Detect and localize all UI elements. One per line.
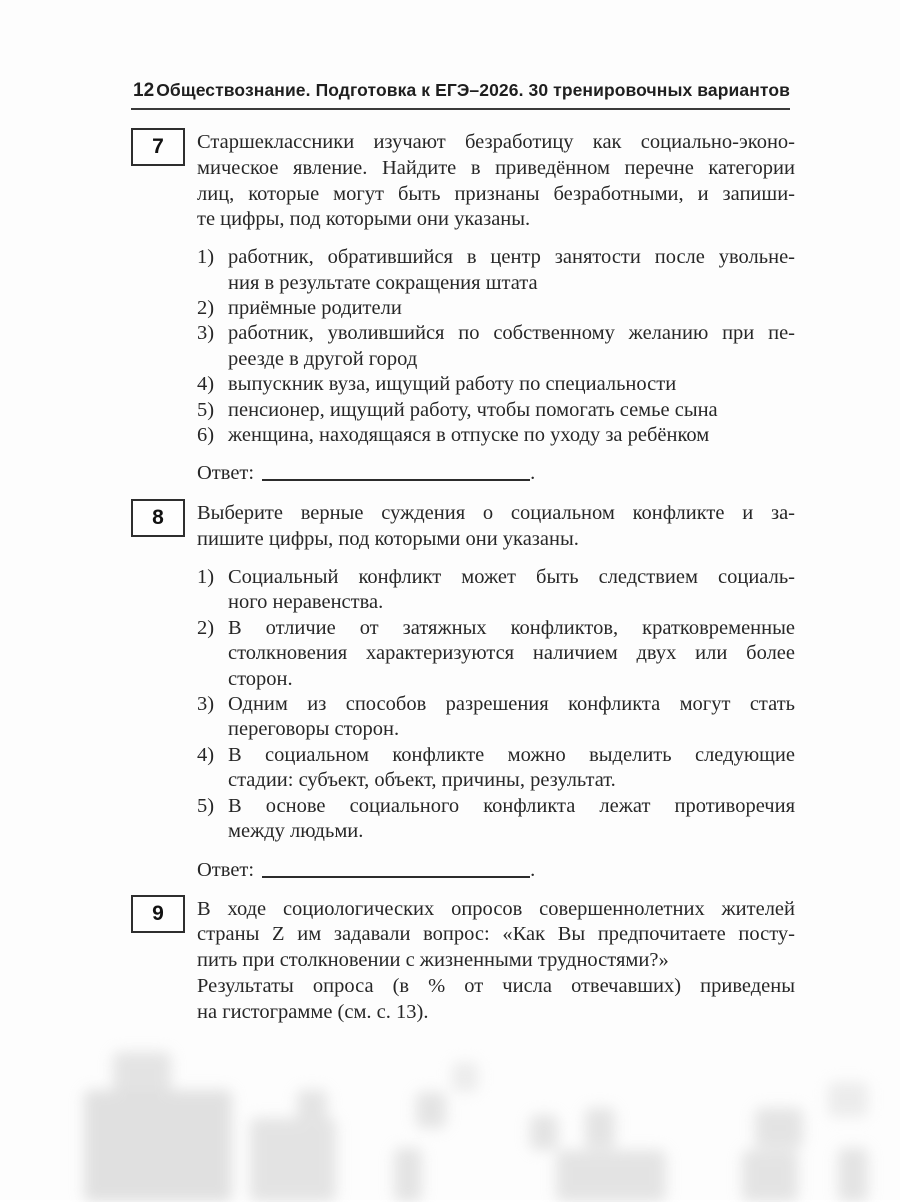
list-item — [197, 423, 795, 448]
text-line: В ходе социологических опросов совершеннолетних жителей — [197, 897, 795, 920]
list-item — [197, 296, 795, 321]
answer-period: . — [530, 462, 536, 485]
item-number: 1) — [197, 566, 215, 589]
list-item — [197, 692, 795, 743]
text-line: В отличие от затяжных конфликтов, кратковременные — [228, 616, 795, 639]
question-9 — [152, 894, 795, 1026]
text-line: реезде в другой город — [228, 347, 418, 370]
blurred-artifacts — [0, 1040, 900, 1200]
item-number: 6) — [197, 424, 215, 447]
answer-label: Ответ: — [197, 858, 255, 881]
text-line: В основе социального конфликта лежат противоречия — [228, 794, 795, 817]
question-8-text — [197, 498, 795, 553]
question-number: 7 — [152, 135, 164, 158]
question-8-number-box — [131, 499, 185, 537]
list-item — [197, 743, 795, 794]
page-number: 12 — [133, 80, 155, 101]
text-line: Результаты опроса (в % от числа отвечавших) приведены — [197, 974, 795, 997]
question-7 — [152, 127, 795, 486]
text-line: Одним из способов разрешения конфликта могут стать — [228, 693, 795, 716]
blurred-artifact — [556, 1150, 666, 1202]
list-item — [197, 372, 795, 397]
question-7-text — [197, 127, 795, 233]
text-line: В социальном конфликте можно выделить следующие — [228, 743, 795, 766]
text-line: ния в результате сокращения штата — [228, 271, 538, 294]
blurred-artifact — [84, 1090, 232, 1202]
list-item — [197, 321, 795, 372]
list-item — [197, 398, 795, 423]
header-rule — [131, 108, 790, 110]
blurred-artifact — [416, 1092, 446, 1128]
blurred-artifact — [297, 1090, 327, 1122]
list-item — [197, 245, 795, 296]
question-7-number-box — [131, 128, 185, 166]
item-number: 5) — [197, 794, 215, 817]
answer-blank — [262, 479, 530, 481]
header-title: Обществознание. Подготовка к ЕГЭ–2026. 30 тренировочных вариантов — [156, 80, 790, 100]
text-line: работник, обратившийся в центр занятости после увольне- — [228, 246, 795, 269]
blurred-artifact — [394, 1148, 422, 1202]
item-number: 5) — [197, 398, 215, 421]
answer-blank — [262, 876, 530, 878]
text-line: мическое явление. Найдите в приведённом перечне категории — [197, 156, 795, 179]
page-header — [133, 0, 790, 102]
item-number: 3) — [197, 322, 215, 345]
text-line: пить при столкновении с жизненными трудностями?» — [197, 949, 669, 972]
text-line: ного неравенства. — [228, 591, 384, 614]
item-number: 3) — [197, 693, 215, 716]
text-line: Социальный конфликт может быть следствием социаль- — [228, 566, 795, 589]
text-line: между людьми. — [228, 820, 364, 843]
blurred-artifact — [755, 1108, 803, 1148]
list-item — [197, 794, 795, 845]
question-number: 9 — [152, 901, 164, 925]
text-line: выпускник вуза, ищущий работу по специальности — [228, 373, 677, 396]
text-line: женщина, находящаяся в отпуске по уходу за ребёнком — [228, 424, 710, 447]
blurred-artifact — [742, 1150, 798, 1202]
text-line: Выберите верные суждения о социальном конфликте и за- — [197, 502, 795, 525]
question-7-options — [197, 245, 795, 448]
item-number: 4) — [197, 373, 215, 396]
text-line: стадии: субъект, объект, причины, результат. — [228, 769, 616, 792]
text-line: работник, уволившийся по собственному желанию при пе- — [228, 322, 795, 345]
text-line: сторон. — [228, 667, 293, 690]
text-line: лиц, которые могут быть признаны безработными, и запиши- — [197, 182, 795, 205]
answer-row — [197, 857, 795, 883]
text-line: пишите цифры, под которыми они указаны. — [197, 528, 579, 551]
question-8-options — [197, 565, 795, 844]
item-number: 1) — [197, 246, 215, 269]
blurred-artifact — [530, 1115, 558, 1150]
text-line: столкновения характеризуются наличием двух или более — [228, 642, 795, 665]
answer-row — [197, 460, 795, 486]
list-item — [197, 616, 795, 692]
question-9-text — [197, 894, 795, 1026]
item-number: 2) — [197, 616, 215, 639]
blurred-artifact — [838, 1148, 868, 1202]
blurred-artifact — [452, 1062, 478, 1092]
text-line: переговоры сторон. — [228, 718, 400, 741]
text-line: приёмные родители — [228, 297, 402, 319]
text-line: страны Z им задавали вопрос: «Как Вы предпочитаете посту- — [197, 923, 795, 946]
text-line: пенсионер, ищущий работу, чтобы помогать семье сына — [228, 398, 718, 421]
list-item — [197, 565, 795, 616]
text-line: на гистограмме (см. с. 13). — [197, 1000, 429, 1023]
item-number: 2) — [197, 297, 215, 319]
question-9-number-box — [131, 895, 185, 933]
text-line: Старшеклассники изучают безработицу как социально-эконо- — [197, 131, 795, 153]
text-line: те цифры, под которыми они указаны. — [197, 208, 531, 231]
blurred-artifact — [250, 1118, 336, 1202]
question-number: 8 — [152, 506, 164, 530]
answer-label: Ответ: — [197, 462, 255, 485]
answer-period: . — [530, 858, 536, 881]
item-number: 4) — [197, 743, 215, 766]
blurred-artifact — [828, 1082, 868, 1117]
blurred-artifact — [585, 1108, 615, 1148]
question-8 — [152, 498, 795, 882]
